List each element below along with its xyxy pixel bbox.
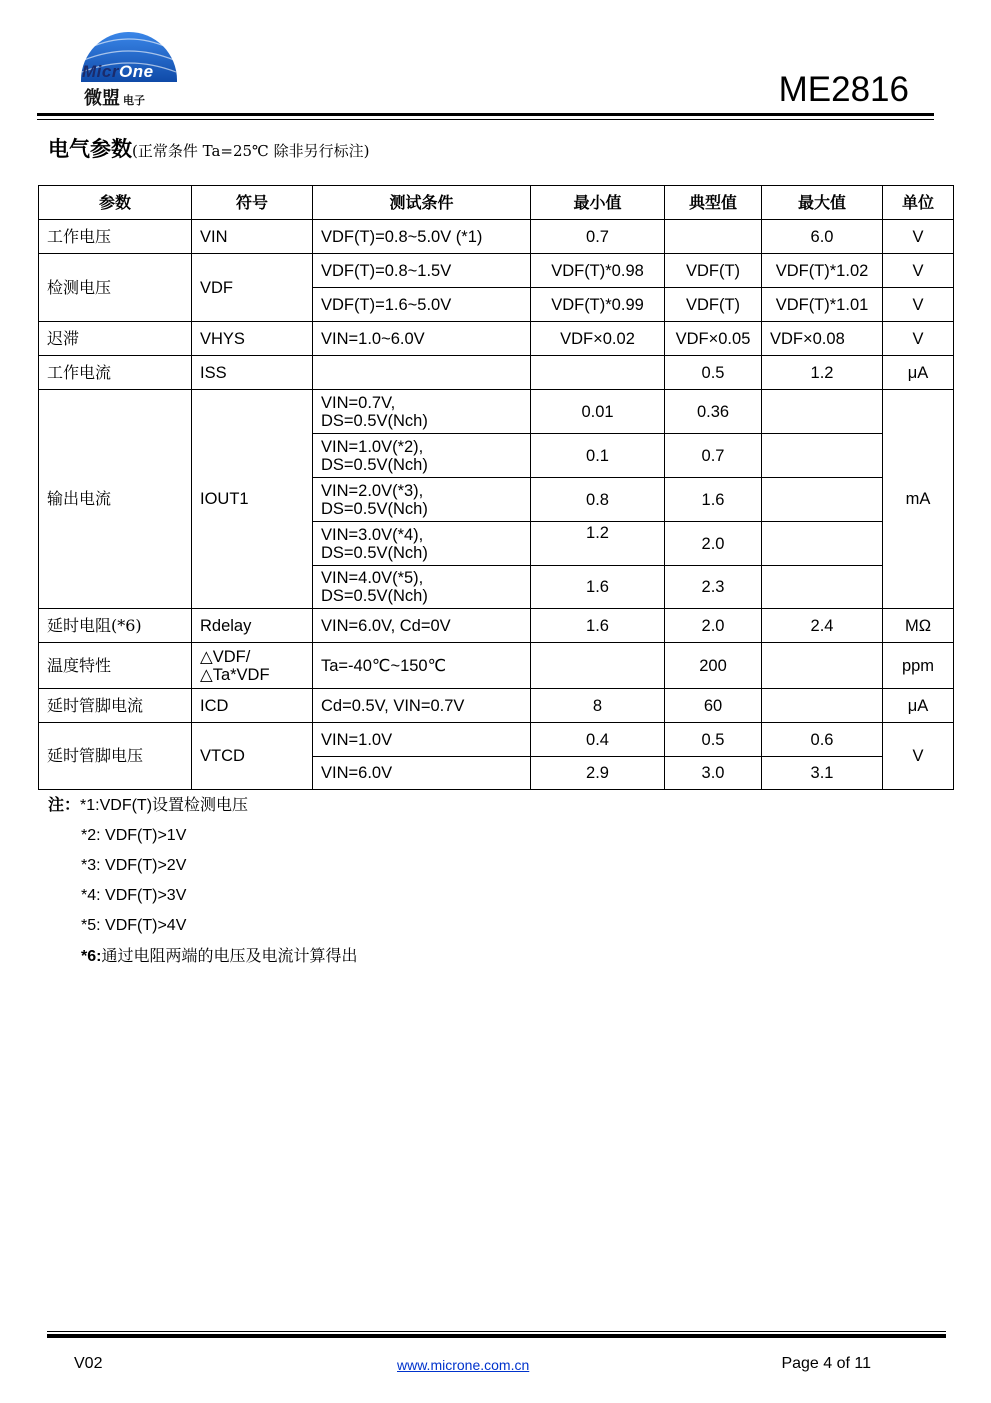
condition-cell: VIN=1.0~6.0V [313,322,531,356]
max-cell: 1.2 [762,356,883,390]
note-3: *3: VDF(T)>2V [81,857,187,874]
param-cell: 工作电压 [39,220,192,254]
table-row [39,609,954,643]
header-cell: 参数 [39,186,192,220]
min-cell: 8 [531,689,665,723]
footer-version: V02 [74,1355,103,1372]
max-cell: 3.1 [762,757,883,790]
max-cell [762,566,883,609]
typ-cell: 0.7 [665,434,762,478]
table-row [39,689,954,723]
table-row [39,356,954,390]
electrical-spec-table [38,185,954,790]
condition-cell: VIN=0.7V, DS=0.5V(Nch) [313,390,531,434]
unit-cell: MΩ [883,609,954,643]
min-cell: 1.6 [531,609,665,643]
typ-cell: 0.5 [665,356,762,390]
note-1: 注：*1:VDF(T)设置检测电压 [48,795,249,814]
header-cell: 测试条件 [313,186,531,220]
header-cell: 典型值 [665,186,762,220]
symbol-cell: ISS [192,356,313,390]
min-cell: 2.9 [531,757,665,790]
section-title: 电气参数(正常条件 Ta=25℃ 除非另行标注) [48,137,370,161]
condition-cell: VIN=2.0V(*3), DS=0.5V(Nch) [313,478,531,522]
max-cell [762,689,883,723]
min-cell: 0.01 [531,390,665,434]
table-header-row [39,186,954,220]
note-2: *2: VDF(T)>1V [81,827,187,844]
min-cell: 0.8 [531,478,665,522]
max-cell [762,643,883,689]
typ-cell: VDF(T) [665,288,762,322]
symbol-cell: VDF [192,254,313,322]
note-6: *6:通过电阻两端的电压及电流计算得出 [81,946,358,965]
condition-cell: Ta=-40℃~150℃ [313,643,531,689]
header-cell: 单位 [883,186,954,220]
header-cell: 符号 [192,186,313,220]
min-cell [531,356,665,390]
logo-cn: 微盟 电子 [84,88,145,109]
unit-cell: ppm [883,643,954,689]
unit-cell: V [883,723,954,790]
param-cell: 工作电流 [39,356,192,390]
max-cell: 0.6 [762,723,883,757]
typ-cell: 1.6 [665,478,762,522]
symbol-cell: △VDF/ △Ta*VDF [192,643,313,689]
model-number: ME2816 [778,70,909,109]
note-4: *4: VDF(T)>3V [81,887,187,904]
typ-cell: 200 [665,643,762,689]
condition-cell: VIN=3.0V(*4), DS=0.5V(Nch) [313,522,531,566]
max-cell: VDF×0.08 [762,322,883,356]
min-cell: 1.6 [531,566,665,609]
typ-cell: VDF(T) [665,254,762,288]
unit-cell: V [883,322,954,356]
notes [48,790,357,972]
table-row [39,254,954,288]
table-row [39,220,954,254]
min-cell: VDF(T)*0.98 [531,254,665,288]
typ-cell: 2.0 [665,609,762,643]
condition-cell: VDF(T)=0.8~1.5V [313,254,531,288]
min-cell: VDF×0.02 [531,322,665,356]
max-cell: VDF(T)*1.02 [762,254,883,288]
typ-cell: 0.36 [665,390,762,434]
condition-cell [313,356,531,390]
footer-rule-thin [47,1331,946,1332]
unit-cell: V [883,254,954,288]
symbol-cell: IOUT1 [192,390,313,609]
header-rule [37,113,934,116]
symbol-cell: ICD [192,689,313,723]
min-cell: 0.7 [531,220,665,254]
param-cell: 迟滞 [39,322,192,356]
typ-cell [665,220,762,254]
typ-cell: 60 [665,689,762,723]
logo-brand: MicrOne [82,62,154,81]
note-5: *5: VDF(T)>4V [81,917,187,934]
min-cell: 0.1 [531,434,665,478]
unit-cell: mA [883,390,954,609]
unit-cell: V [883,288,954,322]
symbol-cell: VHYS [192,322,313,356]
max-cell: VDF(T)*1.01 [762,288,883,322]
param-cell: 延时管脚电压 [39,723,192,790]
typ-cell: VDF×0.05 [665,322,762,356]
min-cell: VDF(T)*0.99 [531,288,665,322]
min-cell [531,643,665,689]
typ-cell: 0.5 [665,723,762,757]
min-cell: 0.4 [531,723,665,757]
condition-cell: VIN=4.0V(*5), DS=0.5V(Nch) [313,566,531,609]
condition-cell: VDF(T)=0.8~5.0V (*1) [313,220,531,254]
typ-cell: 3.0 [665,757,762,790]
unit-cell: μA [883,356,954,390]
table-row [39,322,954,356]
unit-cell: μA [883,689,954,723]
param-cell: 延时管脚电流 [39,689,192,723]
table-row [39,390,954,434]
param-cell: 检测电压 [39,254,192,322]
condition-cell: VDF(T)=1.6~5.0V [313,288,531,322]
condition-cell: VIN=1.0V [313,723,531,757]
typ-cell: 2.0 [665,522,762,566]
max-cell [762,434,883,478]
symbol-cell: Rdelay [192,609,313,643]
condition-cell: VIN=1.0V(*2), DS=0.5V(Nch) [313,434,531,478]
header-cell: 最大值 [762,186,883,220]
header-cell: 最小值 [531,186,665,220]
max-cell [762,478,883,522]
param-cell: 温度特性 [39,643,192,689]
footer-rule [47,1334,946,1338]
param-cell: 延时电阻(*6) [39,609,192,643]
max-cell: 6.0 [762,220,883,254]
footer-page-number: Page 4 of 11 [781,1355,871,1372]
footer-url-link[interactable]: www.microne.com.cn [397,1357,530,1373]
max-cell: 2.4 [762,609,883,643]
condition-cell: VIN=6.0V [313,757,531,790]
max-cell [762,522,883,566]
min-cell: 1.2 [531,522,665,566]
symbol-cell: VIN [192,220,313,254]
max-cell [762,390,883,434]
header-rule-thin [37,119,934,120]
condition-cell: VIN=6.0V, Cd=0V [313,609,531,643]
table-row [39,643,954,689]
unit-cell: V [883,220,954,254]
condition-cell: Cd=0.5V, VIN=0.7V [313,689,531,723]
param-cell: 输出电流 [39,390,192,609]
symbol-cell: VTCD [192,723,313,790]
typ-cell: 2.3 [665,566,762,609]
table-row [39,723,954,757]
